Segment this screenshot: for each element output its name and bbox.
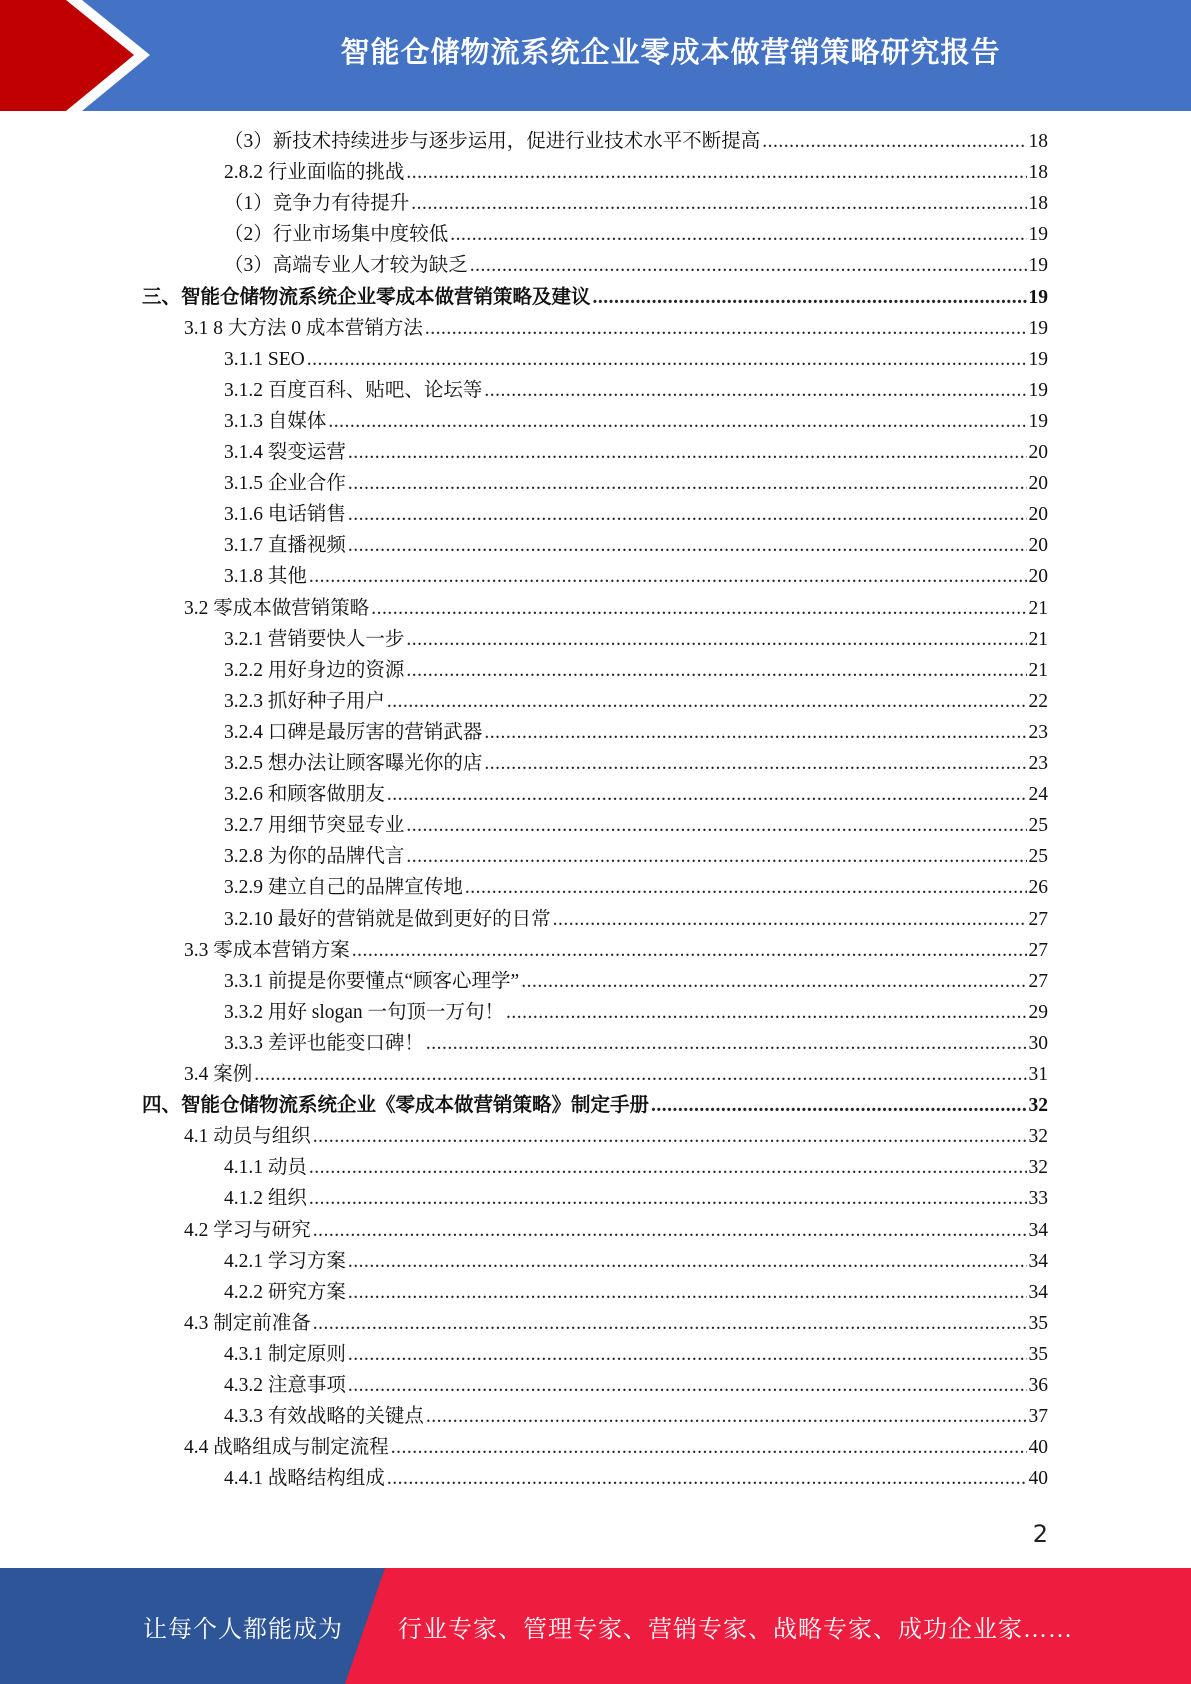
toc-entry[interactable] <box>224 126 1048 157</box>
toc-dot-leader <box>506 997 1026 1028</box>
toc-dot-leader <box>313 1215 1027 1246</box>
toc-entry-title: 3.1.6 电话销售 <box>224 504 346 526</box>
toc-dot-leader <box>348 1339 1027 1370</box>
toc-entry-title: 3.1 8 大方法 0 成本营销方法 <box>184 317 423 339</box>
toc-entry[interactable] <box>184 1215 1048 1246</box>
toc-entry-title: 3.1.7 直播视频 <box>224 535 346 557</box>
toc-entry-title: 4.2.2 研究方案 <box>224 1281 346 1303</box>
toc-dot-leader <box>406 157 1026 188</box>
toc-entry[interactable] <box>224 1463 1048 1494</box>
toc-entry-title: 3.2.1 营销要快人一步 <box>224 628 405 650</box>
toc-dot-leader <box>309 1183 1027 1214</box>
toc-entry-title: （1）竞争力有待提升 <box>224 193 410 215</box>
toc-dot-leader <box>426 1028 1027 1059</box>
toc-dot-leader <box>348 1370 1027 1401</box>
toc-entry-page: 33 <box>1028 1188 1048 1210</box>
toc-entry-page: 21 <box>1028 597 1048 619</box>
toc-dot-leader <box>387 1463 1027 1494</box>
toc-entry[interactable] <box>224 1246 1048 1277</box>
toc-entry-page: 21 <box>1028 659 1048 681</box>
toc-entry-page: 32 <box>1028 1157 1048 1179</box>
toc-entry[interactable] <box>224 1277 1048 1308</box>
toc-entry-page: 18 <box>1028 193 1048 215</box>
toc-entry-title: 3.4 案例 <box>184 1064 253 1085</box>
toc-entry[interactable] <box>184 1059 1048 1090</box>
toc-entry-title: 3.3.2 用好 slogan 一句顶一万句！ <box>224 1001 505 1023</box>
toc-entry[interactable] <box>224 250 1048 281</box>
toc-entry-page: 18 <box>1028 162 1048 184</box>
toc-entry-title: 4.2.1 学习方案 <box>224 1250 346 1272</box>
toc-dot-leader <box>348 1277 1027 1308</box>
toc-entry-title: 3.1.3 自媒体 <box>224 410 327 432</box>
toc-entry[interactable] <box>224 717 1048 748</box>
toc-dot-leader <box>521 966 1026 997</box>
toc-entry-page: 20 <box>1028 442 1048 463</box>
toc-entry-title: 3.3.1 前提是你要懂点“顾客心理学” <box>224 970 520 992</box>
footer-slogan-right: 行业专家、管理专家、营销专家、战略专家、成功企业家…… <box>398 1616 1073 1643</box>
toc-entry-page: 35 <box>1028 1312 1048 1334</box>
toc-entry-page: 27 <box>1028 970 1048 992</box>
toc-dot-leader <box>484 717 1026 748</box>
toc-entry-page: 21 <box>1028 628 1048 650</box>
toc-entry-page: 19 <box>1028 286 1048 308</box>
toc-entry-page: 40 <box>1028 1468 1048 1490</box>
toc-entry[interactable] <box>224 655 1048 686</box>
toc-dot-leader <box>348 437 1027 468</box>
toc-dot-leader <box>406 841 1026 872</box>
toc-entry-title: 3.1.4 裂变运营 <box>224 442 346 463</box>
toc-entry-page: 26 <box>1028 877 1048 899</box>
toc-entry-title: （2）行业市场集中度较低 <box>224 224 449 246</box>
toc-dot-leader <box>348 1246 1027 1277</box>
toc-dot-leader <box>387 686 1027 717</box>
toc-entry[interactable] <box>224 872 1048 903</box>
toc-dot-leader <box>406 624 1026 655</box>
toc-entry[interactable] <box>224 468 1048 499</box>
toc-dot-leader <box>762 126 1026 157</box>
toc-entry-title: 3.2.10 最好的营销就是做到更好的日常 <box>224 908 551 930</box>
toc-entry-title: 3.1.8 其他 <box>224 566 307 588</box>
toc-entry-page: 27 <box>1028 939 1048 961</box>
toc-dot-leader <box>328 406 1026 437</box>
toc-entry[interactable] <box>224 904 1048 935</box>
toc-entry-title: 四、智能仓储物流系统企业《零成本做营销策略》制定手册 <box>142 1095 650 1117</box>
document-title: 智能仓储物流系统企业零成本做营销策略研究报告 <box>340 34 1001 69</box>
toc-entry-title: 3.1.2 百度百科、贴吧、论坛等 <box>224 379 483 401</box>
toc-entry[interactable] <box>184 1121 1048 1152</box>
toc-dot-leader <box>593 282 1027 313</box>
toc-entry-page: 25 <box>1028 815 1048 837</box>
toc-entry-page: 40 <box>1028 1437 1048 1459</box>
toc-dot-leader <box>465 872 1027 903</box>
toc-entry[interactable] <box>224 779 1048 810</box>
toc-entry-title: 3.1.5 企业合作 <box>224 473 346 495</box>
toc-dot-leader <box>651 1090 1026 1121</box>
toc-dot-leader <box>553 904 1027 935</box>
toc-entry[interactable] <box>224 624 1048 655</box>
toc-entry-page: 19 <box>1028 348 1048 370</box>
toc-entry[interactable] <box>224 966 1048 997</box>
toc-entry-title: 4.3.1 制定原则 <box>224 1343 346 1365</box>
toc-entry[interactable] <box>224 997 1048 1028</box>
toc-dot-leader <box>425 313 1027 344</box>
toc-entry-title: 3.3 零成本营销方案 <box>184 939 350 961</box>
toc-entry[interactable] <box>224 1028 1048 1059</box>
toc-entry-title: 4.3.2 注意事项 <box>224 1375 346 1396</box>
toc-entry-title: （3）高端专业人才较为缺乏 <box>224 255 468 277</box>
toc-entry-page: 27 <box>1028 908 1048 930</box>
toc-entry-page: 29 <box>1028 1001 1048 1023</box>
toc-entry-title: 3.1.1 SEO <box>224 348 305 370</box>
page-header <box>0 0 1191 111</box>
toc-entry[interactable] <box>224 1183 1048 1214</box>
toc-entry-title: 3.2.5 想办法让顾客曝光你的店 <box>224 753 483 774</box>
toc-dot-leader <box>313 1308 1027 1339</box>
toc-dot-leader <box>484 375 1026 406</box>
footer-slogan-left: 让每个人都能成为 <box>143 1616 343 1643</box>
toc-dot-leader <box>348 499 1027 530</box>
toc-dot-leader <box>391 1432 1027 1463</box>
toc-entry[interactable] <box>224 499 1048 530</box>
toc-entry[interactable] <box>224 561 1048 592</box>
toc-entry[interactable] <box>224 686 1048 717</box>
toc-entry-title: 4.1.2 组织 <box>224 1188 307 1210</box>
page-number: 2 <box>1032 1520 1048 1548</box>
toc-entry[interactable] <box>184 313 1048 344</box>
toc-entry[interactable] <box>224 1401 1048 1432</box>
toc-entry[interactable] <box>224 1339 1048 1370</box>
toc-entry-page: 20 <box>1028 504 1048 526</box>
toc-entry-page: 19 <box>1028 224 1048 246</box>
toc-entry-page: 35 <box>1028 1343 1048 1365</box>
toc-dot-leader <box>313 1121 1027 1152</box>
toc-dot-leader <box>309 1152 1027 1183</box>
toc-entry[interactable] <box>224 375 1048 406</box>
toc-entry-title: 2.8.2 行业面临的挑战 <box>224 162 405 184</box>
toc-entry[interactable] <box>184 593 1048 624</box>
toc-dot-leader <box>371 593 1026 624</box>
toc-entry-page: 23 <box>1028 753 1048 774</box>
toc-entry-title: 3.2.8 为你的品牌代言 <box>224 846 405 868</box>
toc-entry[interactable] <box>224 530 1048 561</box>
toc-entry-title: （3）新技术持续进步与逐步运用，促进行业技术水平不断提高 <box>224 131 761 152</box>
toc-entry-title: 3.2.9 建立自己的品牌宣传地 <box>224 877 463 899</box>
toc-entry-page: 36 <box>1028 1375 1048 1396</box>
toc-entry-page: 31 <box>1028 1064 1048 1085</box>
toc-entry-title: 4.4.1 战略结构组成 <box>224 1468 385 1490</box>
toc-entry[interactable] <box>184 935 1048 966</box>
toc-entry-page: 32 <box>1028 1095 1048 1117</box>
toc-dot-leader <box>426 1401 1027 1432</box>
toc-entry-page: 37 <box>1028 1406 1048 1428</box>
toc-dot-leader <box>484 748 1026 779</box>
toc-entry-title: 3.2.2 用好身边的资源 <box>224 659 405 681</box>
toc-dot-leader <box>470 250 1027 281</box>
toc-dot-leader <box>450 219 1026 250</box>
toc-entry-page: 34 <box>1028 1281 1048 1303</box>
page-footer <box>0 1568 1191 1684</box>
toc-entry-title: 3.2.7 用细节突显专业 <box>224 815 405 837</box>
toc-entry-title: 3.2.6 和顾客做朋友 <box>224 784 385 806</box>
toc-entry-page: 24 <box>1028 784 1048 806</box>
toc-entry-page: 34 <box>1028 1250 1048 1272</box>
toc-entry[interactable] <box>224 1152 1048 1183</box>
toc-entry[interactable] <box>142 282 1048 313</box>
toc-entry[interactable] <box>224 748 1048 779</box>
toc-entry-page: 30 <box>1028 1032 1048 1054</box>
toc-entry-title: 4.1 动员与组织 <box>184 1126 311 1148</box>
toc-entry-page: 23 <box>1028 721 1048 743</box>
toc-entry-page: 34 <box>1028 1219 1048 1241</box>
toc-dot-leader <box>352 935 1027 966</box>
toc-entry-title: 4.2 学习与研究 <box>184 1219 311 1241</box>
toc-entry-page: 32 <box>1028 1126 1048 1148</box>
toc-dot-leader <box>307 344 1027 375</box>
toc-dot-leader <box>254 1059 1026 1090</box>
toc-entry-title: 3.2.3 抓好种子用户 <box>224 690 385 712</box>
toc-entry-page: 19 <box>1028 410 1048 432</box>
toc-dot-leader <box>406 655 1026 686</box>
toc-entry[interactable] <box>224 157 1048 188</box>
toc-entry-title: 三、智能仓储物流系统企业零成本做营销策略及建议 <box>142 286 591 308</box>
toc-entry-page: 19 <box>1028 317 1048 339</box>
toc-entry[interactable] <box>224 188 1048 219</box>
toc-entry-page: 22 <box>1028 690 1048 712</box>
toc-entry-title: 3.3.3 差评也能变口碑！ <box>224 1032 424 1054</box>
toc-entry-page: 20 <box>1028 566 1048 588</box>
toc-entry-page: 18 <box>1028 131 1048 152</box>
toc-entry-page: 25 <box>1028 846 1048 868</box>
toc-entry-title: 3.2 零成本做营销策略 <box>184 597 370 619</box>
toc-entry-title: 4.3.3 有效战略的关键点 <box>224 1406 424 1428</box>
toc-entry[interactable] <box>224 437 1048 468</box>
toc-entry[interactable] <box>224 344 1048 375</box>
toc-dot-leader <box>348 468 1027 499</box>
toc-entry-page: 19 <box>1028 255 1048 277</box>
toc-entry[interactable] <box>184 1308 1048 1339</box>
toc-dot-leader <box>387 779 1027 810</box>
toc-entry-page: 20 <box>1028 535 1048 557</box>
toc-entry[interactable] <box>224 810 1048 841</box>
toc-dot-leader <box>406 810 1026 841</box>
toc-entry-title: 4.3 制定前准备 <box>184 1312 311 1334</box>
toc-entry-title: 4.1.1 动员 <box>224 1157 307 1179</box>
toc-entry[interactable] <box>224 841 1048 872</box>
toc-entry-title: 3.2.4 口碑是最厉害的营销武器 <box>224 721 483 743</box>
toc-entry[interactable] <box>224 406 1048 437</box>
toc-entry[interactable] <box>224 219 1048 250</box>
toc-entry[interactable] <box>142 1090 1048 1121</box>
toc-entry-page: 20 <box>1028 473 1048 495</box>
toc-entry-page: 19 <box>1028 379 1048 401</box>
toc-entry-title: 4.4 战略组成与制定流程 <box>184 1437 389 1459</box>
toc-entry[interactable] <box>224 1370 1048 1401</box>
toc-dot-leader <box>411 188 1026 219</box>
toc-dot-leader <box>348 530 1027 561</box>
toc-entry[interactable] <box>184 1432 1048 1463</box>
toc-dot-leader <box>309 561 1027 592</box>
